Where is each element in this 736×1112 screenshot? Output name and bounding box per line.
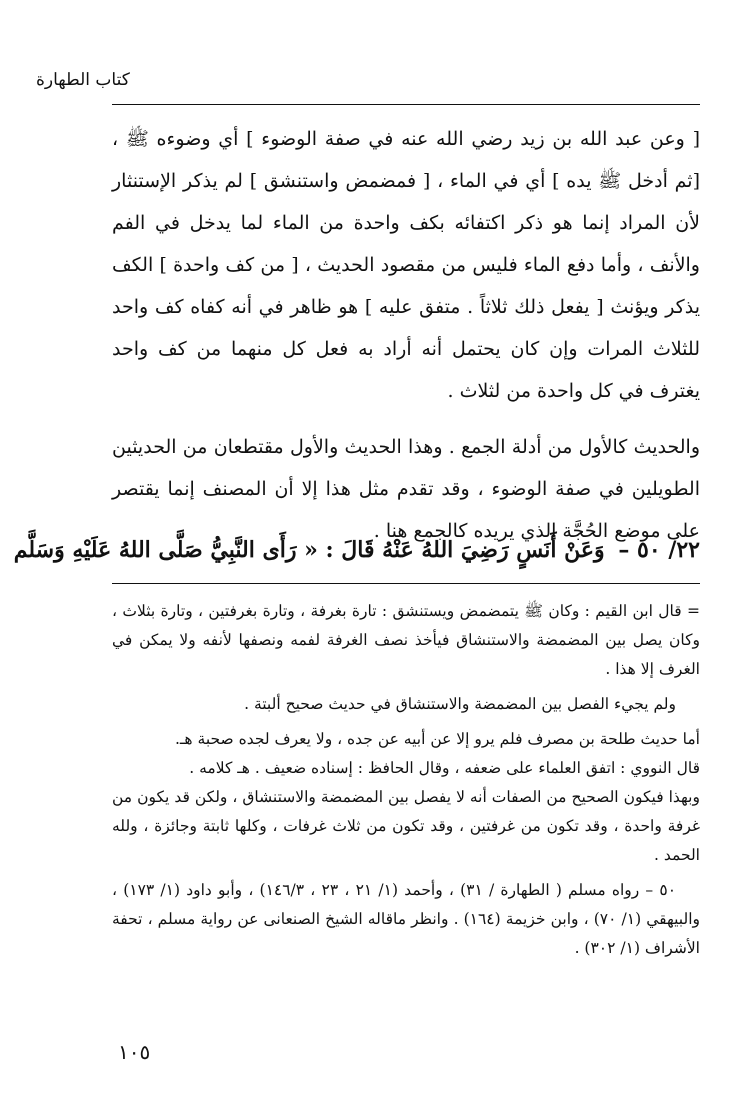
hadith-text: وَعَنْ أَنَسٍ رَضِيَ اللهُ عَنْهُ قَالَ : « رَأَى النَّبِيُّ صَلَّى اللهُ عَلَيْهِ وَسَلَّم xyxy=(13,537,605,563)
commentary-paragraph-1: [ وعن عبد الله بن زيد رضي الله عنه في صفة الوضوء ] أي وضوءه ﷺ ، [ثم أدخل ﷺ يده ] أي في الماء ، [ فمضمض واستنشق ] لم يذكر الإستنثار لأن المراد إنما هو ذكر اكتفائه بكف واحدة من الماء لما يدخل في الفم والأنف ، وأما دفع الماء فليس من مقصود الحديث ، [ من كف واحدة ] الكف يذكر ويؤنث [ يفعل ذلك ثلاثاً . متفق عليه ] هو ظاهر في أنه كفاه كف واحد للثلاث المرات وإن كان يحتمل أنه أراد به فعل كل منهما من كف واحد يغترف في كل واحدة من لثلاث . xyxy=(112,128,700,402)
hadith-heading xyxy=(13,530,700,570)
footnote-paragraph: وبهذا فيكون الصحيح من الصفات أنه لا يفصل بين المضمضة والاستنشاق ، ولكن قد يكون من غرفة واحدة ، وقد تكون من غرفتين ، وقد تكون من ثلاث غرفات ، وكلها ثابتة وجائزة ، ولله الحمد . xyxy=(112,788,700,864)
hadith-number: ٢٢/ ٥٠ – xyxy=(618,537,700,563)
footnote-paragraph: ولم يجيء الفصل بين المضمضة والاستنشاق في حديث صحيح ألبتة . xyxy=(244,695,676,713)
page-number: ١٠٥ xyxy=(118,1040,151,1064)
commentary-paragraph-2: والحديث كالأول من أدلة الجمع . وهذا الحديث والأول مقتطعان من الحديثين الطويلين في صفة الوضوء ، وقد تقدم مثل هذا إلا أن المصنف إنما يقتصر على موضع الحُجَّة الذي يريده كالجمع هنا . xyxy=(112,436,700,542)
footnotes xyxy=(112,597,700,963)
running-header: كتاب الطهارة xyxy=(36,70,130,90)
footnote-source: ٥٠ – رواه مسلم ( الطهارة / ٣١) ، وأحمد (١/ ٢١ ، ٢٣ ، ١٤٦/٣) ، وأبو داود (١/ ١٧٣) ، والبيهقي (١/ ٧٠) ، وابن خزيمة (١٦٤) . وانظر ماقاله الشيخ الصنعانى عن رواية مسلم ، تحفة الأشراف (١/ ٣٠٢) . xyxy=(112,881,700,957)
header-rule xyxy=(112,104,700,105)
footnote-paragraph: قال النووي : اتفق العلماء على ضعفه ، وقال الحافظ : إسناده ضعيف . هـ كلامه . xyxy=(189,759,700,777)
main-text xyxy=(112,118,700,552)
footnote-paragraph: = قال ابن القيم : وكان ﷺ يتمضمض ويستنشق : تارة بغرفة ، وتارة بغرفتين ، وتارة بثلاث ، وكان يصل بين المضمضة والاستنشاق فيأخذ نصف الغرفة لفمه ونصفها لأنفه ولا يمكن في الغرف إلا هذا . xyxy=(112,602,700,678)
footnote-paragraph: أما حديث طلحة بن مصرف فلم يرو إلا عن أبيه عن جده ، ولا يعرف لجده صحبة هـ. xyxy=(174,730,700,748)
footnote-rule xyxy=(112,583,700,584)
